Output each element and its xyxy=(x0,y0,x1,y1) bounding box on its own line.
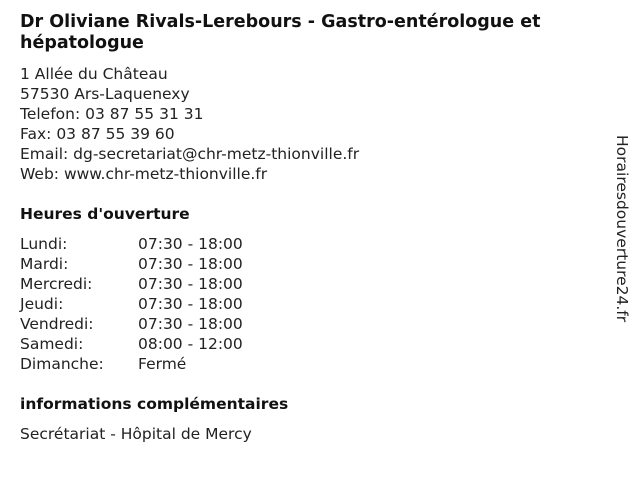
time-value: 07:30 - 18:00 xyxy=(138,275,243,293)
time-value: 08:00 - 12:00 xyxy=(138,335,243,353)
website-address: Web: www.chr-metz-thionville.fr xyxy=(20,165,268,183)
time-value: 07:30 - 18:00 xyxy=(138,255,243,273)
time-value: 07:30 - 18:00 xyxy=(138,295,243,313)
info-heading: informations complémentaires xyxy=(20,395,289,413)
day-label: Vendredi: xyxy=(20,315,94,333)
fax-number: Fax: 03 87 55 39 60 xyxy=(20,125,175,143)
day-label: Dimanche: xyxy=(20,355,104,373)
hours-heading: Heures d'ouverture xyxy=(20,205,190,223)
day-label: Mardi: xyxy=(20,255,69,273)
hours-row-sunday xyxy=(20,354,243,374)
time-value: 07:30 - 18:00 xyxy=(138,315,243,333)
day-label: Samedi: xyxy=(20,335,84,353)
time-value: 07:30 - 18:00 xyxy=(138,235,243,253)
hours-row-tuesday xyxy=(20,254,243,274)
info-text: Secrétariat - Hôpital de Mercy xyxy=(20,425,252,443)
opening-hours-table xyxy=(20,234,243,374)
street-address: 1 Allée du Château xyxy=(20,65,168,83)
hours-row-thursday xyxy=(20,294,243,314)
phone-number: Telefon: 03 87 55 31 31 xyxy=(20,105,204,123)
email-address: Email: dg-secretariat@chr-metz-thionville.fr xyxy=(20,145,360,163)
day-label: Lundi: xyxy=(20,235,68,253)
hours-row-wednesday xyxy=(20,274,243,294)
time-value: Fermé xyxy=(138,355,187,373)
site-watermark: Horairesdouverture24.fr xyxy=(613,135,631,323)
hours-row-friday xyxy=(20,314,243,334)
contact-block xyxy=(20,64,359,184)
day-label: Jeudi: xyxy=(20,295,64,313)
day-label: Mercredi: xyxy=(20,275,93,293)
hours-row-monday xyxy=(20,234,243,254)
city-postcode: 57530 Ars-Laquenexy xyxy=(20,85,190,103)
page-title: Dr Oliviane Rivals-Lerebours - Gastro-entérologue et hépatologue xyxy=(20,12,541,53)
hours-row-saturday xyxy=(20,334,243,354)
